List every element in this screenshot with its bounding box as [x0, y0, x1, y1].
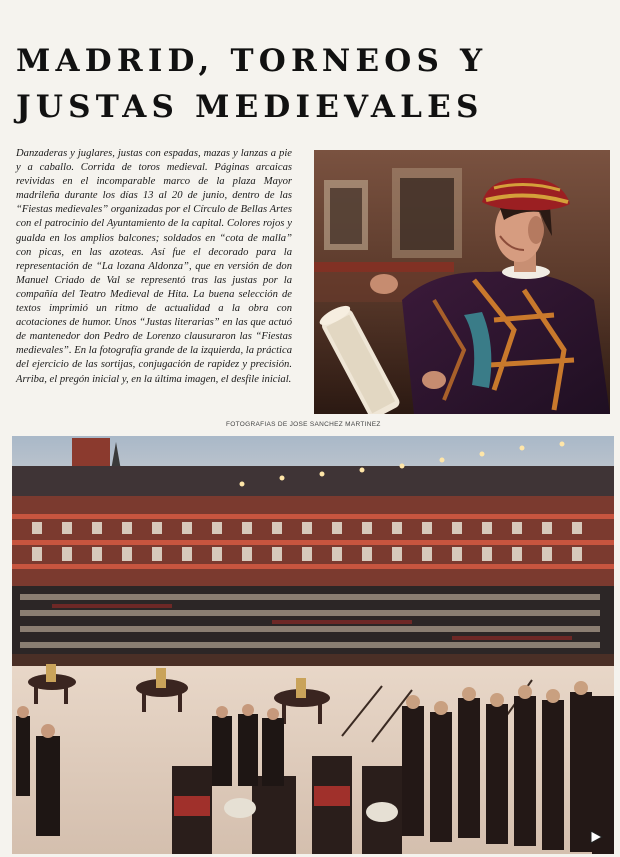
triangle-right-icon[interactable]	[588, 829, 604, 845]
title-line-1: MADRID, TORNEOS Y	[16, 43, 488, 79]
herald-photo	[314, 150, 610, 414]
plaza-photo	[12, 436, 614, 854]
plaza-illustration	[12, 436, 614, 854]
herald-illustration	[314, 150, 610, 414]
article-title	[16, 38, 608, 130]
title-line-2: JUSTAS MEDIEVALES	[16, 89, 484, 125]
photo-credit: FOTOGRAFIAS DE JOSE SANCHEZ MARTINEZ	[226, 421, 381, 428]
article-body: Danzaderas y juglares, justas con espadas, mazas y lanzas a pie y a caballo. Corrida de toros medieval. Páginas arcaicas revividas en el incomparable marco de la plaza Mayor madrileña durante los días 13 al 20 de junio, dentro de las “Fiestas medievales” organizadas por el Círculo de Bellas Artes con el patrocinio del Ayuntamiento de la capital. Colores rojos y gualda en los amplios balcones; soldados en “cota de malla” con picas, en las azoteas. Así fue el decorado para la representación de “La lozana Aldonza”, que en versión de don Manuel Criado de Val se representó tras las justas por la compañía del Teatro Medieval de Hita. La buena selección de textos imprimió un ritmo de actualidad a la obra con acotaciones de humor. Unos “Justas literarias” en las que actuó de mantenedor don Pedro de Lorenzo clausuraron las “Fiestas medievales”. En la fotografía grande de la izquierda, la práctica del ejercicio de las sortijas, conjugación de rapidez y precisión. Arriba, el pregón inicial y, en la última imagen, el desfile inicial.	[16, 148, 292, 385]
